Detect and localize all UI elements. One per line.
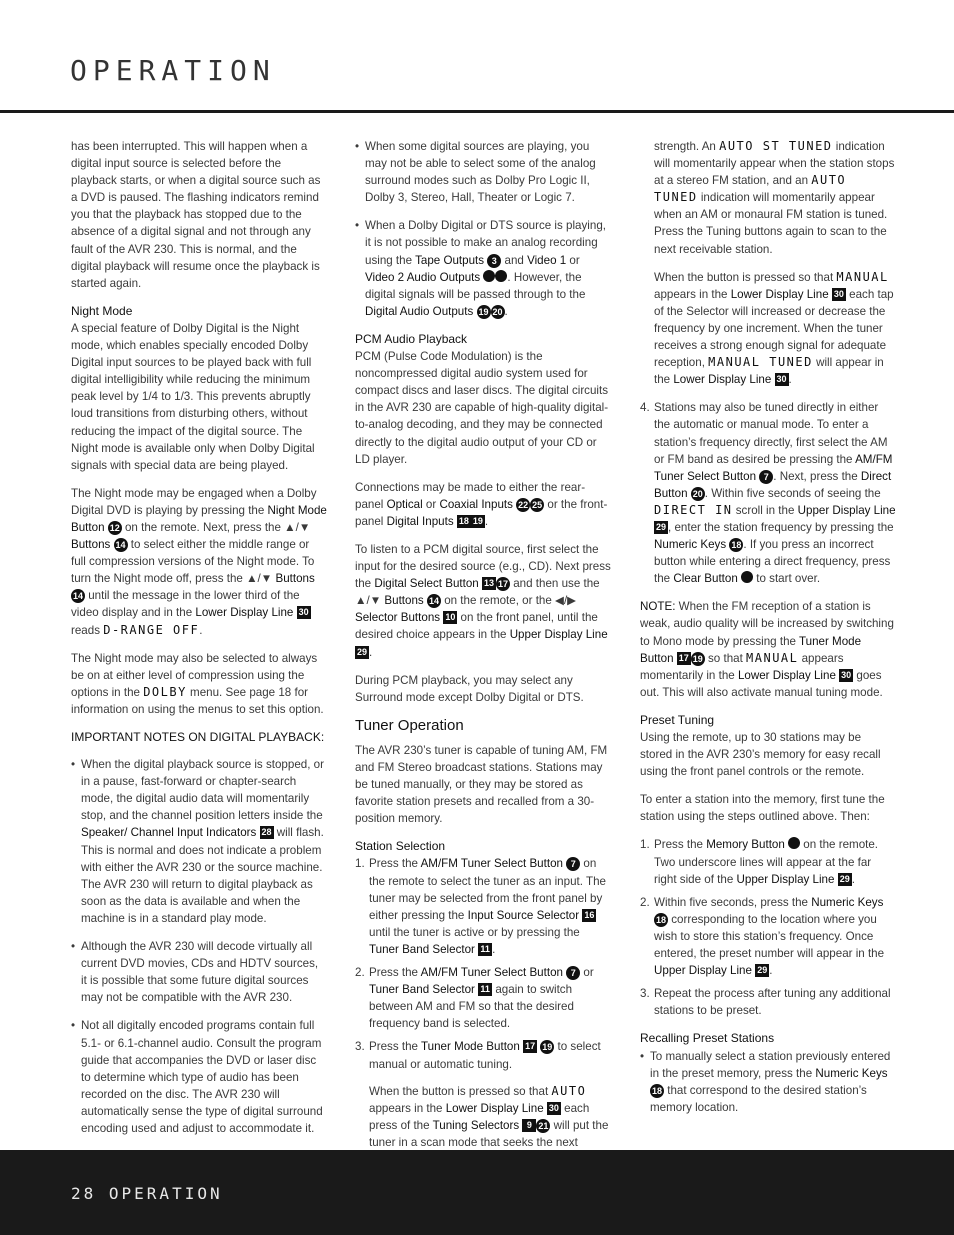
step-number: 3. [355, 1040, 365, 1054]
text: or [580, 966, 594, 980]
text: indication will momentarily appear when an AM or monaural FM station is tuned. Press the Tuning buttons again to scan to the next receivable station. [654, 191, 888, 256]
control-ref: Video 1 [527, 253, 567, 267]
control-ref: Buttons [71, 538, 111, 552]
paragraph: PCM (Pulse Code Modulation) is the noncompressed digital audio system used for compact discs and laser discs. The digital circuits in the AVR 230 are capable of high-quality digital-to-analog decoding, and they may be connected directly to the digital audio output of your CD or LD player. [355, 350, 609, 466]
text: . [484, 514, 489, 528]
callout-number: 18 [458, 515, 469, 526]
text: each tap of the Selector will increased or decrease the frequency by one increment. When the tuner receives a strong enough signal for adequate reception, [654, 287, 894, 370]
callout-dot-icon [788, 837, 800, 849]
display-message: MANUAL TUNED [708, 355, 813, 370]
display-message: MANUAL [746, 650, 799, 665]
column-3 [640, 138, 896, 1127]
callout-number: 29 [757, 965, 768, 976]
paragraph [640, 269, 896, 389]
text: to start over. [753, 572, 821, 586]
text: . However, the digital signals will be passed through to the [365, 270, 586, 301]
step-number: 2. [355, 966, 365, 980]
control-ref: Buttons [384, 594, 424, 608]
callout-number: 30 [298, 607, 309, 618]
control-ref: Video 2 Audio Outputs [365, 270, 481, 284]
callout-number: 29 [656, 521, 667, 532]
list-item: • When some digital sources are playing, you may not be able to select some of the analog surround modes such as Dolby Pro Logic II, Dolby 3, Stereo, Hall, Theater or Logic 7. [355, 138, 612, 206]
display-message: MANUAL [836, 269, 889, 284]
callout-number: 18 [655, 914, 666, 925]
callout-number: 14 [115, 540, 126, 551]
paragraph: A special feature of Dolby Digital is the Night mode, which enables specially encoded Dolby Digital input sources to be played back with full digital intelligibility while reducing the minimum peak level by 1/4 to 1/3. This prevents abruptly loud transitions from disturbing others, without reducing the impact of the digital source. The Night mode is available only when Dolby Digital signals with special data are being played. [71, 321, 315, 472]
callout-number: 3 [487, 254, 501, 268]
step-number: 3. [640, 987, 650, 1001]
callout-number: 7 [566, 966, 580, 980]
text: to select manual or automatic tuning. [369, 1040, 601, 1071]
text: The Night mode may be engaged when a Dolby Digital DVD is playing by pressing the [71, 486, 317, 517]
recalling-presets-heading: Recalling Preset Stations [640, 1031, 775, 1046]
text: will put the tuner in a scan mode that seeks the next [369, 1118, 609, 1149]
night-mode-heading: Night Mode [71, 303, 133, 318]
paragraph [355, 541, 612, 661]
text: and [501, 253, 528, 267]
control-ref: Lower Display Line [445, 1101, 544, 1115]
callout-number: 19 [472, 515, 483, 526]
text: to select either the middle range or full compression versions of the Night mode. To turn the Night mode off, press the ▲/▼ [71, 538, 315, 586]
callout-number: 25 [532, 499, 543, 510]
text: , enter the station frequency by pressing the [668, 520, 894, 534]
step-number: 2. [640, 895, 650, 909]
station-selection-heading: Station Selection [355, 839, 446, 854]
control-ref: Lower Display Line [737, 668, 836, 682]
notes-list-continued [355, 138, 612, 320]
callout-number: 20 [692, 488, 703, 499]
control-ref: Night Mode Button [71, 503, 327, 534]
text: Connections may be made to either the rear-panel [355, 480, 586, 511]
callout-dot-icon [741, 571, 753, 583]
callout-number: 19 [542, 1042, 553, 1053]
control-ref: Tuning Selectors [432, 1118, 520, 1132]
control-ref: Tuner Band Selector [369, 983, 475, 997]
text: on the remote. Two underscore lines will appear at the far right side of the [654, 838, 879, 886]
display-message: DIRECT IN [654, 502, 733, 517]
text: until the tuner is active or by pressing the [369, 925, 580, 939]
paragraph: During PCM playback, you may select any Surround mode except Dolby Digital or DTS. [355, 673, 584, 704]
text: . [504, 304, 508, 318]
control-ref: Lower Display Line [195, 606, 294, 620]
control-ref: Direct Button [654, 469, 892, 500]
callout-number: 30 [776, 374, 787, 385]
control-ref: Upper Display Line [509, 628, 608, 642]
control-ref: Memory Button [706, 838, 785, 852]
callout-number: 28 [261, 827, 272, 838]
text: . Next, press the [773, 469, 861, 483]
text: . [851, 872, 855, 886]
callout-number: 10 [445, 612, 456, 623]
text: menu. See page 18 for information on using the menus to set this option. [71, 685, 324, 716]
list-item [640, 985, 896, 1019]
callout-number: 29 [357, 646, 368, 657]
recall-list [640, 1048, 896, 1116]
control-ref: Numeric Keys [811, 895, 884, 909]
text: When the FM reception of a station is weak, audio quality will be increased by switching to Mono mode by pressing the [640, 600, 894, 648]
text: Press the [369, 857, 421, 871]
control-ref: Speaker/ Channel Input Indicators [81, 826, 257, 840]
callout-dot-icon [483, 270, 495, 282]
text: goes out. This will also activate manual tuning mode. [640, 668, 883, 699]
tuner-operation-heading: Tuner Operation [355, 716, 464, 734]
text: . Within five seconds of seeing the [704, 486, 881, 500]
paragraph [640, 598, 896, 701]
callout-number: 14 [428, 596, 439, 607]
callout-number: 17 [525, 1041, 536, 1052]
control-ref: AM/FM Tuner Select Button [420, 857, 563, 871]
callout-number: 20 [492, 306, 503, 317]
display-message: AUTO ST TUNED [719, 139, 833, 153]
callout-dot-icon [495, 270, 507, 282]
control-ref: Digital Audio Outputs [365, 304, 474, 318]
paragraph: Using the remote, up to 30 stations may be stored in the AVR 230’s memory for easy recall using the front panel controls or the remote. [640, 731, 881, 779]
list-item [355, 964, 612, 1032]
callout-number: 7 [566, 857, 580, 871]
direct-tuning-step [640, 399, 896, 587]
column-2 [355, 138, 612, 1196]
list-item [355, 855, 612, 958]
control-ref: Tuner Mode Button [421, 1040, 520, 1054]
notes-list [71, 756, 327, 1137]
list-item [355, 217, 612, 320]
control-ref: Upper Display Line [736, 872, 835, 886]
text: Stations may also be tuned directly in either the automatic or manual mode. To enter a station’s frequency directly, first select the AM or FM band as desired be pressing the [654, 401, 888, 466]
text: and then use the ▲/▼ [355, 577, 600, 608]
text: To manually select a station previously entered in the preset memory, press the [650, 1049, 891, 1080]
text: will flash. This is normal and does not indicate a problem with either the AVR 230 or the source machine. The AVR 230 will return to digital playback as soon as the data is available and when the machine is in a standard play mode. [81, 826, 324, 925]
control-ref: Tuner Mode Button [640, 634, 862, 665]
header-rule [0, 110, 954, 113]
display-message: AUTO TUNED [654, 173, 847, 205]
preset-tuning-heading: Preset Tuning [640, 712, 715, 727]
pcm-heading: PCM Audio Playback [355, 331, 468, 346]
text: Press the [654, 838, 707, 852]
control-ref: Lower Display Line [673, 373, 772, 387]
text: . [199, 623, 203, 637]
callout-number: 30 [841, 669, 852, 680]
callout-number: 19 [478, 306, 489, 317]
text: each press of the [369, 1101, 590, 1132]
text: When a Dolby Digital or DTS source is playing, it is not possible to make an analog recording using the [365, 219, 606, 267]
control-ref: Digital Inputs [386, 514, 454, 528]
column-1 [71, 138, 327, 1148]
control-ref: Lower Display Line [730, 287, 829, 301]
list-item [640, 894, 896, 979]
callout-number: 30 [833, 288, 844, 299]
paragraph: The AVR 230’s tuner is capable of tuning AM, FM and FM Stereo broadcast stations. Stations may be tuned manually, or they may be stored as favorite station presets and recalled from a 30-position memory. [355, 743, 608, 826]
text: on the remote to select the tuner as an input. The tuner may be selected from the front panel by either pressing the [369, 857, 606, 922]
control-ref: Clear Button [673, 572, 738, 586]
callout-number: 30 [548, 1102, 559, 1113]
control-ref: Upper Display Line [797, 503, 896, 517]
page-title: OPERATION [70, 54, 276, 87]
text: reads [71, 623, 104, 637]
page-footer [0, 1150, 954, 1235]
callout-number: 22 [518, 499, 529, 510]
text: will appear in the [654, 356, 884, 387]
callout-number: 17 [497, 579, 508, 590]
callout-number: 9 [522, 1119, 536, 1132]
text: or the front-panel [355, 497, 608, 528]
step-number: 1. [640, 838, 650, 852]
control-ref: Coaxial Inputs [439, 497, 513, 511]
paragraph [640, 138, 896, 258]
paragraph: To enter a station into the memory, first tune the station using the steps outlined above. Then: [640, 793, 885, 824]
text: scroll in the [732, 503, 798, 517]
callout-number: 7 [759, 470, 773, 484]
callout-number: 11 [478, 983, 492, 996]
text: until the message in the lower third of the video display and in the [71, 589, 300, 620]
list-item [355, 1038, 612, 1072]
text: so that [704, 651, 747, 665]
callout-number: 11 [478, 943, 492, 956]
text: appears momentarily in the [640, 651, 844, 682]
control-ref: Numeric Keys [815, 1066, 888, 1080]
text: . [369, 645, 373, 659]
notes-heading: IMPORTANT NOTES ON DIGITAL PLAYBACK: [71, 730, 325, 744]
station-steps [355, 855, 612, 1072]
text: indication will momentarily appear when the station stops at a stereo FM station, and an [654, 140, 895, 188]
text: Press the [369, 1040, 421, 1054]
callout-number: 14 [72, 591, 83, 602]
paragraph [71, 485, 327, 639]
text: on the front panel, until the desired choice appears in the [355, 611, 598, 642]
list-item [640, 836, 896, 887]
callout-number: 18 [731, 540, 742, 551]
paragraph [355, 479, 612, 530]
list-item [71, 756, 327, 927]
text: Repeat the process after tuning any additional stations to be preset. [654, 987, 891, 1018]
control-ref: Upper Display Line [654, 964, 752, 978]
text: . [769, 964, 773, 978]
callout-number: 19 [692, 653, 703, 664]
callout-number: 18 [651, 1085, 662, 1096]
control-ref: Tuner Band Selector [369, 942, 475, 956]
footer-page-label: 28 OPERATION [71, 1184, 223, 1203]
list-item: • Not all digitally encoded programs contain full 5.1- or 6.1-channel audio. Consult the program guide that accompanies the DVD or laser disc to determine which type of audio has been recorded on the disc. The AVR 230 will automatically sense the type of digital surround encoding used and adjust to accommodate it. [71, 1017, 327, 1137]
control-ref: Tape Outputs [415, 253, 485, 267]
control-ref: Input Source Selector [467, 908, 580, 922]
callout-number: 12 [109, 522, 120, 533]
control-ref: Buttons [275, 572, 315, 586]
text: strength. An [654, 140, 720, 153]
text: or [566, 253, 580, 267]
text: . If you press an incorrect button while entering a direct frequency, press the [654, 538, 891, 586]
text: When the digital playback source is stopped, or in a pause, fast-forward or chapter-search mode, the digital audio data will momentarily stop, and the channel position letters inside the [81, 758, 324, 823]
display-message: D-RANGE OFF [103, 622, 200, 637]
control-ref: Numeric Keys [654, 538, 727, 552]
text: The Night mode may also be selected to always be on at either level of compression using the options in the [71, 651, 318, 699]
control-ref: AM/FM Tuner Select Button [420, 966, 563, 980]
list-item: • Although the AVR 230 will decode virtually all current DVD movies, CDs and HDTV sources, it is possible that some future digital sources may not be compatible with the AVR 230. [71, 938, 327, 1006]
preset-steps [640, 836, 896, 1019]
text: appears in the [654, 287, 731, 301]
control-ref: Selector Buttons [355, 611, 441, 625]
callout-number: 21 [538, 1120, 549, 1131]
step-number: 4. [640, 401, 650, 415]
text: or [422, 497, 440, 511]
text: . [492, 942, 496, 956]
text: appears in the [369, 1101, 446, 1115]
text: on the remote. Next, press the ▲/▼ [121, 520, 311, 534]
display-message: AUTO [551, 1083, 587, 1098]
display-message: DOLBY [143, 684, 187, 699]
text: on the remote, or the ◀/▶ [440, 594, 577, 608]
callout-number: 16 [584, 909, 595, 920]
callout-number: 13 [483, 578, 494, 589]
callout-number: 29 [839, 873, 850, 884]
text: When the button is pressed so that [369, 1084, 552, 1098]
text: . [788, 373, 792, 387]
paragraph: has been interrupted. This will happen when a digital input source is selected before the playback starts, or when a digital source such as a DVD is paused. The flashing indicators remind you that the playback has stopped due to the absence of a digital signal and not through any fault of the AVR 230. This is normal, and the digital playback will resume once the playback is started again. [71, 140, 321, 290]
note-label: NOTE: [640, 600, 676, 614]
control-ref: AM/FM Tuner Select Button [654, 452, 893, 483]
text: To listen to a PCM digital source, first select the input for the desired source (e.g., CD). Next press the [355, 542, 611, 591]
control-ref: Digital Select Button [374, 577, 479, 591]
list-item [640, 399, 896, 587]
paragraph [71, 650, 327, 718]
control-ref: Optical [386, 497, 423, 511]
text: again to switch between AM and FM so that the desired frequency band is selected. [369, 983, 574, 1031]
text: Within five seconds, press the [654, 895, 812, 909]
step-number: 1. [355, 857, 365, 871]
text: Press the [369, 966, 421, 980]
text: that correspond to the desired station’s memory location. [650, 1083, 867, 1114]
callout-number: 17 [678, 652, 689, 663]
text: corresponding to the location where you wish to store this station’s frequency. Once entered, the preset number will appear in the [654, 912, 885, 961]
list-item [640, 1048, 896, 1116]
text: When the button is pressed so that [654, 270, 837, 284]
